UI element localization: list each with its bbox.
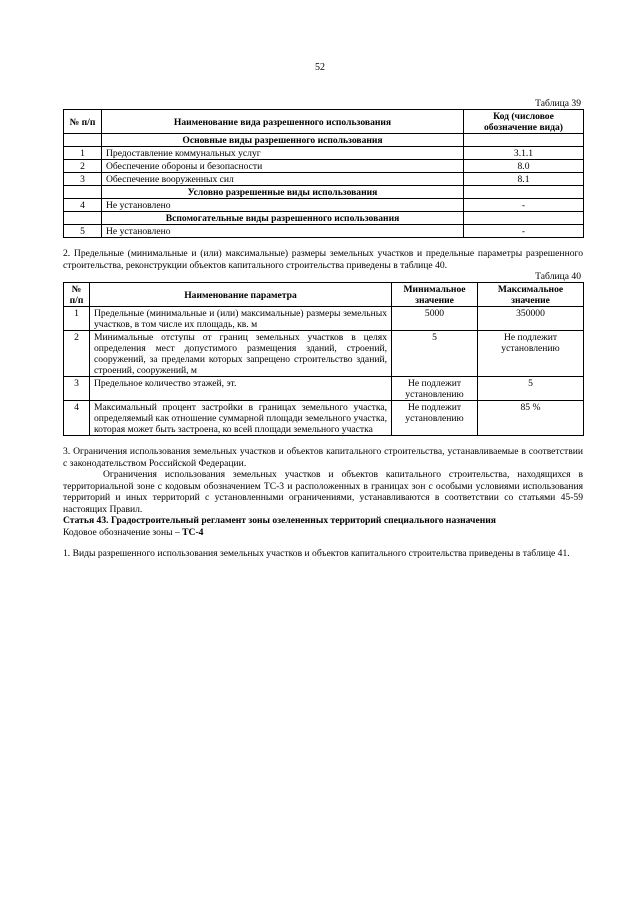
- row-name: Обеспечение вооруженных сил: [102, 173, 464, 186]
- table39-header-name: Наименование вида разрешенного использования: [102, 110, 464, 134]
- table40: [63, 282, 584, 436]
- row-min: Не подлежит установлению: [392, 401, 478, 436]
- row-code: -: [464, 225, 584, 238]
- table40-header-row: [64, 283, 584, 307]
- row-name: Обеспечение обороны и безопасности: [102, 160, 464, 173]
- table-row: [64, 147, 584, 160]
- table39-section-spacer: [464, 186, 584, 199]
- table-row: [64, 199, 584, 212]
- table-row: [64, 377, 584, 401]
- row-min: 5: [392, 331, 478, 377]
- row-name: Минимальные отступы от границ земельных участков в целях определения мест допустимого размещения зданий, строений, сооружений, за пределами которых запрещено строительство зданий, строений, сооружений, м: [90, 331, 392, 377]
- page-content: [63, 98, 583, 560]
- table39-section-row: [64, 212, 584, 225]
- row-min: 5000: [392, 307, 478, 331]
- row-max: 350000: [478, 307, 584, 331]
- table-row: [64, 173, 584, 186]
- row-code: 8.0: [464, 160, 584, 173]
- table39-section-title: Основные виды разрешенного использования: [102, 134, 464, 147]
- row-code: 8.1: [464, 173, 584, 186]
- row-name: Не установлено: [102, 225, 464, 238]
- row-name: Не установлено: [102, 199, 464, 212]
- row-name: Предоставление коммунальных услуг: [102, 147, 464, 160]
- row-min: Не подлежит установлению: [392, 377, 478, 401]
- table39-section-title: Условно разрешенные виды использования: [102, 186, 464, 199]
- table39: [63, 109, 584, 238]
- row-num: 1: [64, 147, 102, 160]
- row-num: 5: [64, 225, 102, 238]
- table40-header-max: Максимальное значение: [478, 283, 584, 307]
- table-row: [64, 307, 584, 331]
- table39-section-row: [64, 186, 584, 199]
- row-max: 85 %: [478, 401, 584, 436]
- table39-section-row: [64, 134, 584, 147]
- row-num: 4: [64, 199, 102, 212]
- row-code: -: [464, 199, 584, 212]
- zone-code: ТС-4: [182, 526, 204, 538]
- row-num: 3: [64, 173, 102, 186]
- article-heading: Статья 43. Градостроительный регламент зоны озелененных территорий специального назначения: [63, 515, 496, 526]
- table-row: [64, 401, 584, 436]
- table39-section-spacer: [464, 212, 584, 225]
- table39-header-num: № п/п: [64, 110, 102, 134]
- zone-code-line: [63, 527, 583, 539]
- table39-section-spacer: [64, 212, 102, 225]
- row-num: 2: [64, 160, 102, 173]
- paragraph-3: 3. Ограничения использования земельных участков и объектов капитального строительства, устанавливаемые в соответствии с законодательством Российской Федерации.: [63, 446, 583, 469]
- table40-header-name: Наименование параметра: [90, 283, 392, 307]
- zone-code-label: Кодовое обозначение зоны –: [63, 526, 183, 538]
- table39-section-spacer: [64, 186, 102, 199]
- table39-section-title: Вспомогательные виды разрешенного использования: [102, 212, 464, 225]
- row-num: 3: [64, 377, 90, 401]
- row-name: Предельные (минимальные и (или) максимальные) размеры земельных участков, в том числе их площадь, кв. м: [90, 307, 392, 331]
- table-row: [64, 160, 584, 173]
- row-max: Не подлежит установлению: [478, 331, 584, 377]
- table40-caption: Таблица 40: [535, 271, 581, 282]
- row-max: 5: [478, 377, 584, 401]
- table40-header-min: Минимальное значение: [392, 283, 478, 307]
- table39-header-code: Код (числовое обозначение вида): [464, 110, 584, 134]
- paragraph-last: 1. Виды разрешенного использования земельных участков и объектов капитального строительства приведены в таблице 41.: [63, 548, 570, 559]
- paragraph-3-restrictions: Ограничения использования земельных участков и объектов капитального строительства, находящихся в территориальной зоне с кодовым обозначением ТС-3 и расположенных в границах зон с особыми условиями использования территорий и иных территорий с установленными ограничениями, устанавливаются в соответствии со статьями 45-59 настоящих Правил.: [63, 469, 583, 515]
- table-row: [64, 331, 584, 377]
- table39-caption: Таблица 39: [535, 98, 581, 109]
- row-num: 1: [64, 307, 90, 331]
- table39-section-spacer: [64, 134, 102, 147]
- row-code: 3.1.1: [464, 147, 584, 160]
- table-row: [64, 225, 584, 238]
- page-number: 52: [315, 62, 325, 73]
- paragraph-2: 2. Предельные (минимальные и (или) максимальные) размеры земельных участков и предельные параметры разрешенного строительства, реконструкции объектов капитального строительства приведены в таблице 40.: [63, 248, 583, 271]
- table39-section-spacer: [464, 134, 584, 147]
- table40-header-num: № п/п: [64, 283, 90, 307]
- row-num: 4: [64, 401, 90, 436]
- row-name: Предельное количество этажей, эт.: [90, 377, 392, 401]
- row-name: Максимальный процент застройки в границах земельного участка, определяемый как отношение суммарной площади земельного участка, которая может быть застроена, ко всей площади земельного участка: [90, 401, 392, 436]
- table39-header-row: [64, 110, 584, 134]
- row-num: 2: [64, 331, 90, 377]
